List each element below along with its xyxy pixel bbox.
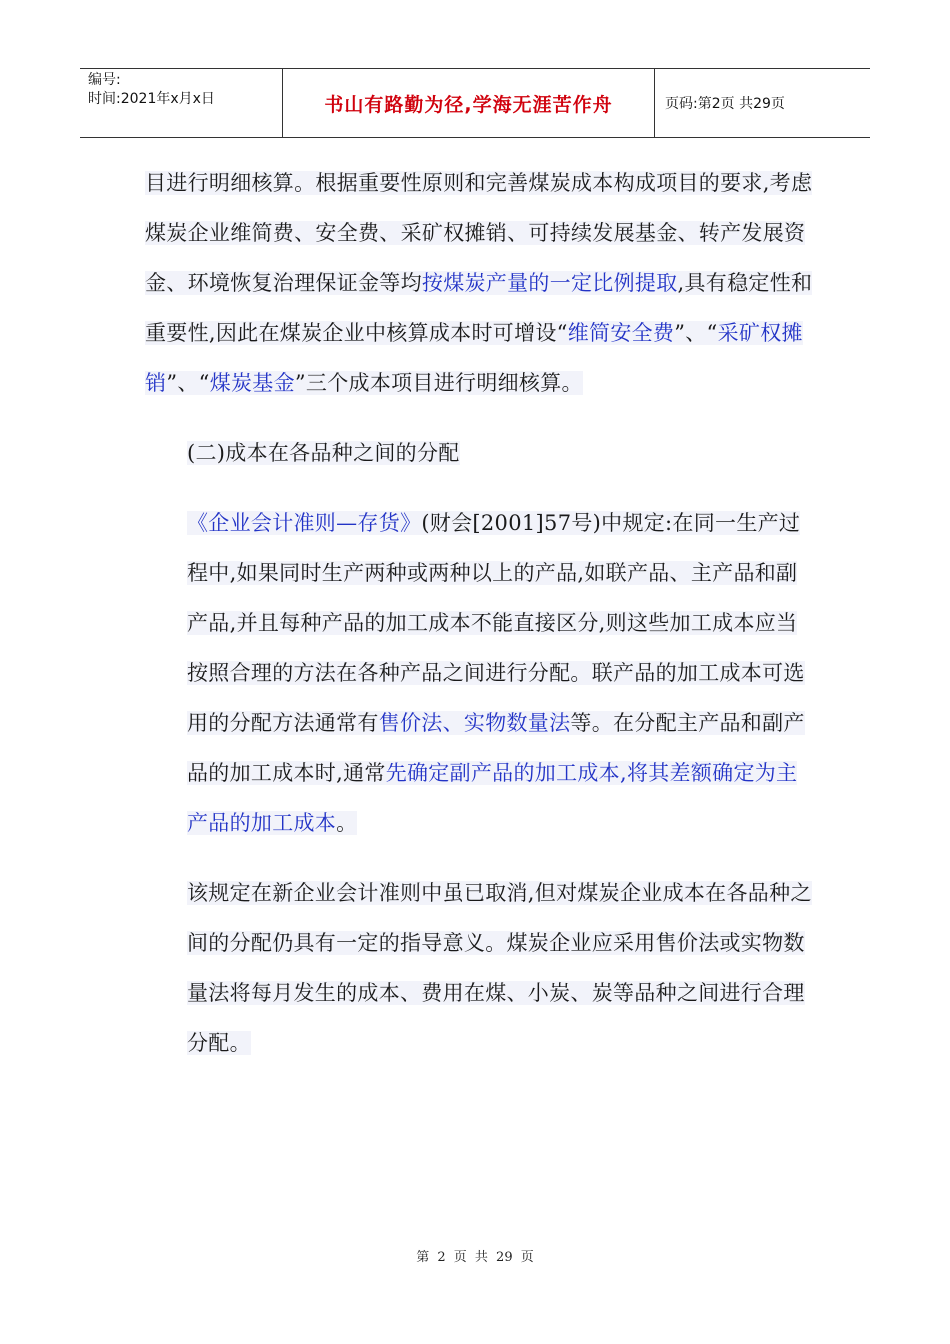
page-header: [80, 68, 870, 138]
section-heading: (二)成本在各品种之间的分配: [187, 441, 460, 465]
highlight-standard-title: 《企业会计准则—存货》: [187, 511, 422, 535]
header-motto: 书山有路勤为径,学海无涯苦作舟: [282, 69, 655, 137]
highlight-mining-rights: 采矿权摊销: [145, 321, 803, 395]
header-page-number: 页码:第2页 共29页: [665, 96, 785, 112]
code-label: 编号:: [88, 72, 121, 88]
paragraph-standard: 《企业会计准则—存货》(财会[2001]57号)中规定:在同一生产过程中,如果同时生产两种或两种以上的产品,如联产品、主产品和副产品,并且每种产品的加工成本不能直接区分,则这些加工成本应当按照合理的方法在各种产品之间进行分配。联产品的加工成本可选用的分配方法通常有售价法、实物数量法等。在分配主产品和副产品的加工成本时,通常先确定副产品的加工成本,将其差额确定为主产品的加工成本。: [187, 511, 805, 835]
highlight-byproduct: 先确定副产品的加工成本,将其差额确定为主产品的加工成本: [187, 761, 798, 835]
date-label: 时间:2021年x月x日: [88, 91, 215, 107]
header-meta: [80, 69, 282, 137]
highlight-methods: 售价法、实物数量法: [378, 711, 571, 735]
paragraph-guidance: 该规定在新企业会计准则中虽已取消,但对煤炭企业成本在各品种之间的分配仍具有一定的指导意义。煤炭企业应采用售价法或实物数量法将每月发生的成本、费用在煤、小炭、炭等品种之间进行合理分配。: [187, 881, 812, 1055]
paragraph-cost-items: 目进行明细核算。根据重要性原则和完善煤炭成本构成项目的要求,考虑煤炭企业维简费、安全费、采矿权摊销、可持续发展基金、转产发展资金、环境恢复治理保证金等均按煤炭产量的一定比例提取,具有稳定性和重要性,因此在煤炭企业中核算成本时可增设“维简安全费”、“采矿权摊销”、“煤炭基金”三个成本项目进行明细核算。: [145, 171, 813, 395]
highlight-safety-fee: 维简安全费: [567, 321, 675, 345]
highlight-coal-fund: 煤炭基金: [209, 371, 295, 395]
document-body: [145, 158, 815, 1068]
highlight-extraction-ratio: 按煤炭产量的一定比例提取: [421, 271, 678, 295]
page-footer: 第 2 页 共 29 页: [416, 1250, 534, 1265]
